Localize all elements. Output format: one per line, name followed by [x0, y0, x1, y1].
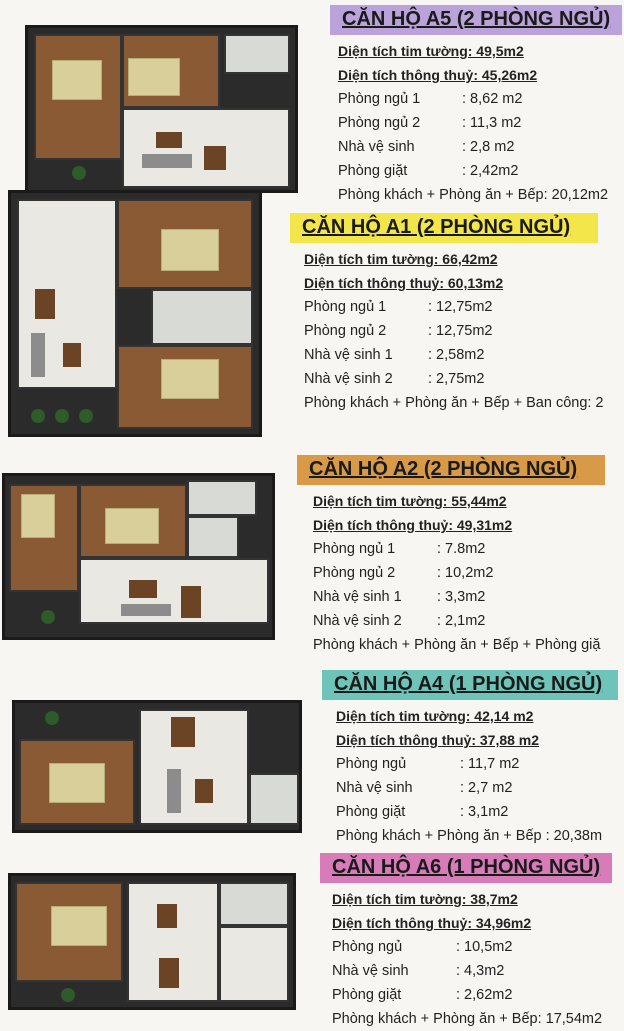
room-name: Nhà vệ sinh 2	[304, 371, 393, 387]
room-area: : 12,75m2	[428, 299, 493, 315]
living-area: Phòng khách + Phòng ăn + Bếp + Ban công: 2	[304, 395, 604, 411]
living-area: Phòng khách + Phòng ăn + Bếp : 20,38m	[336, 828, 603, 844]
apartment-title-banner: CĂN HỘ A1 (2 PHÒNG NGỦ)	[290, 213, 598, 243]
floor-plan-a6	[8, 873, 296, 1010]
room-name: Nhà vệ sinh	[336, 780, 413, 796]
room-area-row	[332, 983, 612, 1007]
net-area: Diện tích thông thuỷ: 37,88 m2	[336, 732, 540, 748]
room-area: : 8,62 m2	[462, 91, 523, 107]
room-area-row	[304, 367, 604, 391]
floor-plan-a1	[8, 190, 262, 437]
apartment-a1-specs	[290, 213, 604, 415]
room-name: Phòng giặt	[338, 163, 408, 179]
apartment-a5-specs	[330, 5, 622, 207]
room-area: : 3,1m2	[460, 804, 509, 820]
room-area: : 2,1m2	[437, 613, 486, 629]
apartment-title-banner: CĂN HỘ A2 (2 PHÒNG NGỦ)	[297, 455, 605, 485]
room-area-row	[313, 537, 605, 561]
apartment-title-banner: CĂN HỘ A4 (1 PHÒNG NGỦ)	[322, 670, 618, 700]
floor-plan-a2	[2, 473, 275, 640]
net-area: Diện tích thông thuỷ: 60,13m2	[304, 275, 504, 291]
room-name: Nhà vệ sinh 2	[313, 613, 402, 629]
room-area-row	[338, 111, 622, 135]
apartment-a4-specs	[322, 670, 618, 848]
room-area-row	[338, 135, 622, 159]
room-area: : 11,7 m2	[460, 756, 520, 772]
room-area-row	[304, 343, 604, 367]
room-area: : 12,75m2	[428, 323, 493, 339]
room-name: Phòng giặt	[336, 804, 406, 820]
room-area: : 2,75m2	[428, 371, 485, 387]
room-area: : 10,2m2	[437, 565, 494, 581]
room-area-row	[338, 87, 622, 111]
apartment-title-banner: CĂN HỘ A5 (2 PHÒNG NGỦ)	[330, 5, 622, 35]
wall-area: Diện tích tim tường: 55,44m2	[313, 493, 507, 509]
room-area-row	[336, 800, 618, 824]
room-area: : 7.8m2	[437, 541, 486, 557]
room-area: : 4,3m2	[456, 963, 505, 979]
room-name: Phòng ngủ 2	[304, 323, 387, 339]
net-area: Diện tích thông thuỷ: 34,96m2	[332, 915, 532, 931]
wall-area: Diện tích tim tường: 42,14 m2	[336, 708, 534, 724]
room-area: : 11,3 m2	[462, 115, 522, 131]
room-name: Phòng ngủ 1	[304, 299, 387, 315]
room-name: Phòng ngủ	[332, 939, 403, 955]
net-area: Diện tích thông thuỷ: 45,26m2	[338, 67, 538, 83]
room-name: Nhà vệ sinh	[338, 139, 415, 155]
floor-plan-a5	[25, 25, 298, 193]
apartment-title-banner: CĂN HỘ A6 (1 PHÒNG NGỦ)	[320, 853, 612, 883]
room-area: : 2,42m2	[462, 163, 519, 179]
room-name: Phòng ngủ 2	[313, 565, 396, 581]
apartment-details	[330, 35, 622, 207]
apartment-a6-specs	[320, 853, 612, 1031]
wall-area: Diện tích tim tường: 66,42m2	[304, 251, 498, 267]
room-area-row	[332, 959, 612, 983]
room-area-row	[304, 295, 604, 319]
room-area-row	[313, 585, 605, 609]
living-area: Phòng khách + Phòng ăn + Bếp + Phòng giặ	[313, 637, 601, 653]
room-area-row	[332, 935, 612, 959]
net-area: Diện tích thông thuỷ: 49,31m2	[313, 517, 513, 533]
room-area-row	[338, 159, 622, 183]
room-area: : 2,8 m2	[462, 139, 515, 155]
room-name: Phòng ngủ 1	[313, 541, 396, 557]
room-name: Phòng ngủ 1	[338, 91, 421, 107]
room-area-row	[313, 561, 605, 585]
wall-area: Diện tích tim tường: 38,7m2	[332, 891, 518, 907]
room-area-row	[304, 319, 604, 343]
apartment-details	[320, 883, 612, 1031]
wall-area: Diện tích tim tường: 49,5m2	[338, 43, 524, 59]
room-area: : 10,5m2	[456, 939, 513, 955]
room-area: : 2,62m2	[456, 987, 513, 1003]
floor-plan-a4	[12, 700, 302, 833]
apartment-details	[322, 700, 618, 848]
room-area: : 2,7 m2	[460, 780, 513, 796]
room-name: Nhà vệ sinh 1	[304, 347, 393, 363]
apartment-details	[290, 243, 604, 415]
room-area-row	[336, 776, 618, 800]
room-name: Nhà vệ sinh	[332, 963, 409, 979]
apartment-details	[297, 485, 605, 657]
room-name: Phòng giặt	[332, 987, 402, 1003]
room-area: : 2,58m2	[428, 347, 485, 363]
room-area-row	[313, 609, 605, 633]
room-name: Nhà vệ sinh 1	[313, 589, 402, 605]
living-area: Phòng khách + Phòng ăn + Bếp: 20,12m2	[338, 187, 609, 203]
living-area: Phòng khách + Phòng ăn + Bếp: 17,54m2	[332, 1011, 603, 1027]
room-name: Phòng ngủ 2	[338, 115, 421, 131]
room-area: : 3,3m2	[437, 589, 486, 605]
room-name: Phòng ngủ	[336, 756, 407, 772]
apartment-a2-specs	[297, 455, 605, 657]
room-area-row	[336, 752, 618, 776]
